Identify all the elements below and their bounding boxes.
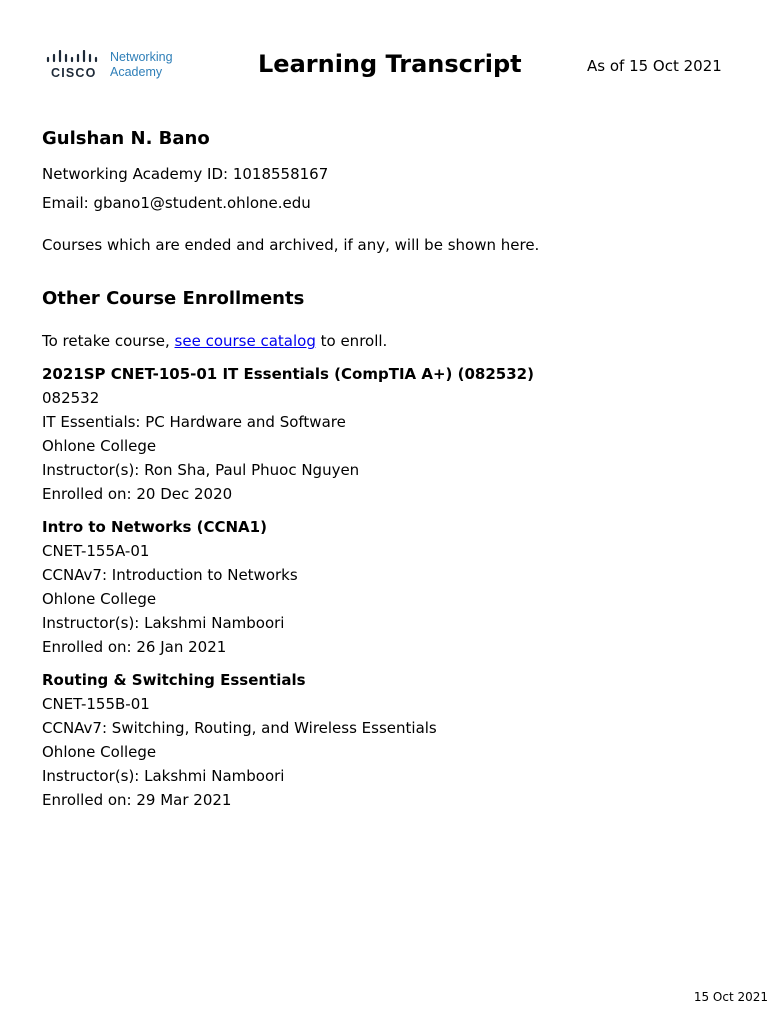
course-curriculum: CCNAv7: Switching, Routing, and Wireless Essentials bbox=[42, 719, 437, 737]
archived-courses-note: Courses which are ended and archived, if any, will be shown here. bbox=[42, 236, 540, 254]
retake-prefix: To retake course, bbox=[42, 332, 175, 350]
course-title: Routing & Switching Essentials bbox=[42, 671, 306, 689]
course-enrolled-date: Enrolled on: 26 Jan 2021 bbox=[42, 638, 227, 656]
retake-instructions bbox=[42, 332, 387, 350]
academy-id: Networking Academy ID: 1018558167 bbox=[42, 165, 329, 183]
course-entry bbox=[42, 668, 437, 812]
retake-suffix: to enroll. bbox=[315, 332, 388, 350]
course-section: 082532 bbox=[42, 389, 100, 407]
course-title: 2021SP CNET-105-01 IT Essentials (CompTIA A+) (082532) bbox=[42, 365, 534, 383]
course-institution: Ohlone College bbox=[42, 590, 157, 608]
course-instructors: Instructor(s): Lakshmi Namboori bbox=[42, 614, 285, 632]
cisco-bars-icon bbox=[46, 50, 102, 64]
cisco-networking-academy-logo bbox=[46, 48, 186, 84]
course-entry bbox=[42, 515, 298, 659]
student-name: Gulshan N. Bano bbox=[42, 128, 210, 149]
course-enrolled-date: Enrolled on: 20 Dec 2020 bbox=[42, 485, 233, 503]
as-of-date: As of 15 Oct 2021 bbox=[587, 57, 722, 75]
course-section: CNET-155A-01 bbox=[42, 542, 150, 560]
course-curriculum: CCNAv7: Introduction to Networks bbox=[42, 566, 298, 584]
course-catalog-link[interactable]: see course catalog bbox=[174, 332, 316, 350]
logo-academy-text bbox=[110, 50, 173, 80]
other-enrollments-heading: Other Course Enrollments bbox=[42, 288, 305, 309]
course-entry bbox=[42, 362, 534, 506]
course-curriculum: IT Essentials: PC Hardware and Software bbox=[42, 413, 346, 431]
course-instructors: Instructor(s): Ron Sha, Paul Phuoc Nguyen bbox=[42, 461, 360, 479]
course-institution: Ohlone College bbox=[42, 743, 157, 761]
cisco-wordmark: CISCO bbox=[51, 66, 97, 80]
page-title: Learning Transcript bbox=[258, 50, 522, 78]
course-title: Intro to Networks (CCNA1) bbox=[42, 518, 267, 536]
footer-date: 15 Oct 2021 bbox=[693, 990, 768, 1004]
course-instructors: Instructor(s): Lakshmi Namboori bbox=[42, 767, 285, 785]
student-email: Email: gbano1@student.ohlone.edu bbox=[42, 194, 311, 212]
course-institution: Ohlone College bbox=[42, 437, 157, 455]
logo-text-line2: Academy bbox=[110, 65, 163, 79]
course-section: CNET-155B-01 bbox=[42, 695, 150, 713]
logo-text-line1: Networking bbox=[110, 50, 173, 64]
course-enrolled-date: Enrolled on: 29 Mar 2021 bbox=[42, 791, 232, 809]
